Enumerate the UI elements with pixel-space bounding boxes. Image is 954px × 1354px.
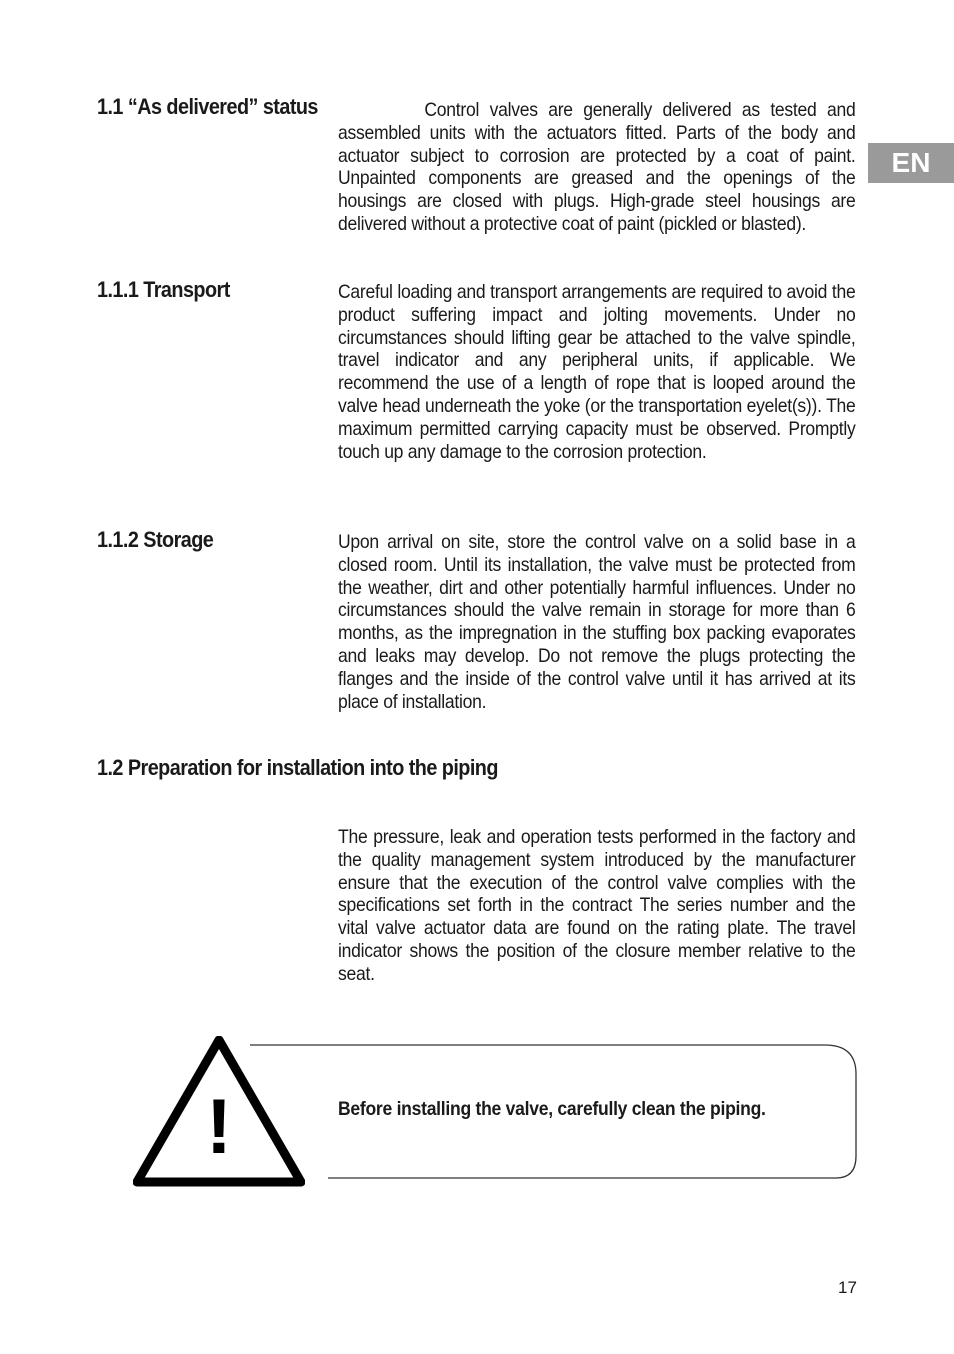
section-heading-preparation: 1.2 Preparation for installation into the piping	[97, 755, 498, 780]
section-body-preparation: The pressure, leak and operation tests performed in the factory and the quality management system introduced by the manufacturer ensure that the execution of the control valve complies with the specifications set forth in the contract The series number and the vital valve actuator data are found on the rating plate. The travel indicator shows the position of the closure member relative to the seat.	[338, 826, 856, 985]
page-number: 17	[838, 1278, 857, 1297]
warning-symbol: !	[206, 1082, 232, 1170]
section-body-storage: Upon arrival on site, store the control valve on a solid base in a closed room. Until its installation, the valve must be protected from the weather, dirt and other potentially harmful influences. Under no circumstances should the valve remain in storage for more than 6 months, as the impregnation in the stuffing box packing evaporates and leaks may develop. Do not remove the plugs protecting the flanges and the inside of the control valve until it has arrived at its place of installation.	[338, 531, 856, 713]
section-heading-storage: 1.1.2 Storage	[97, 527, 214, 552]
language-tab: EN	[868, 143, 954, 183]
section-body-transport: Careful loading and transport arrangements are required to avoid the product suffering impact and jolting movements. Under no circumstances should lifting gear be attached to the valve spindle, travel indicator and any peripheral units, if applicable. We recommend the use of a length of rope that is looped around the valve head underneath the yoke (or the transportation eyelet(s)). The maximum permitted carrying capacity must be observed. Promptly touch up any damage to the corrosion protection.	[338, 281, 856, 463]
section-body-text: body and actuator subject to corrosion are protected by a coat of paint. Unpainted components are greased and the openings of the housings are closed with plugs. High-grade steel housings are delivered without a protective coat of paint (pickled or blasted).	[338, 121, 856, 235]
section-heading-as-delivered: 1.1 “As delivered” status	[97, 94, 318, 119]
section-heading-transport: 1.1.1 Transport	[97, 277, 230, 302]
section-lead-text: Control valves are generally delivered as tested and assembled units with the actuators fitted. Parts of the	[338, 99, 856, 144]
warning-text: Before installing the valve, carefully clean the piping.	[338, 1098, 766, 1120]
section-body-as-delivered	[338, 99, 856, 236]
